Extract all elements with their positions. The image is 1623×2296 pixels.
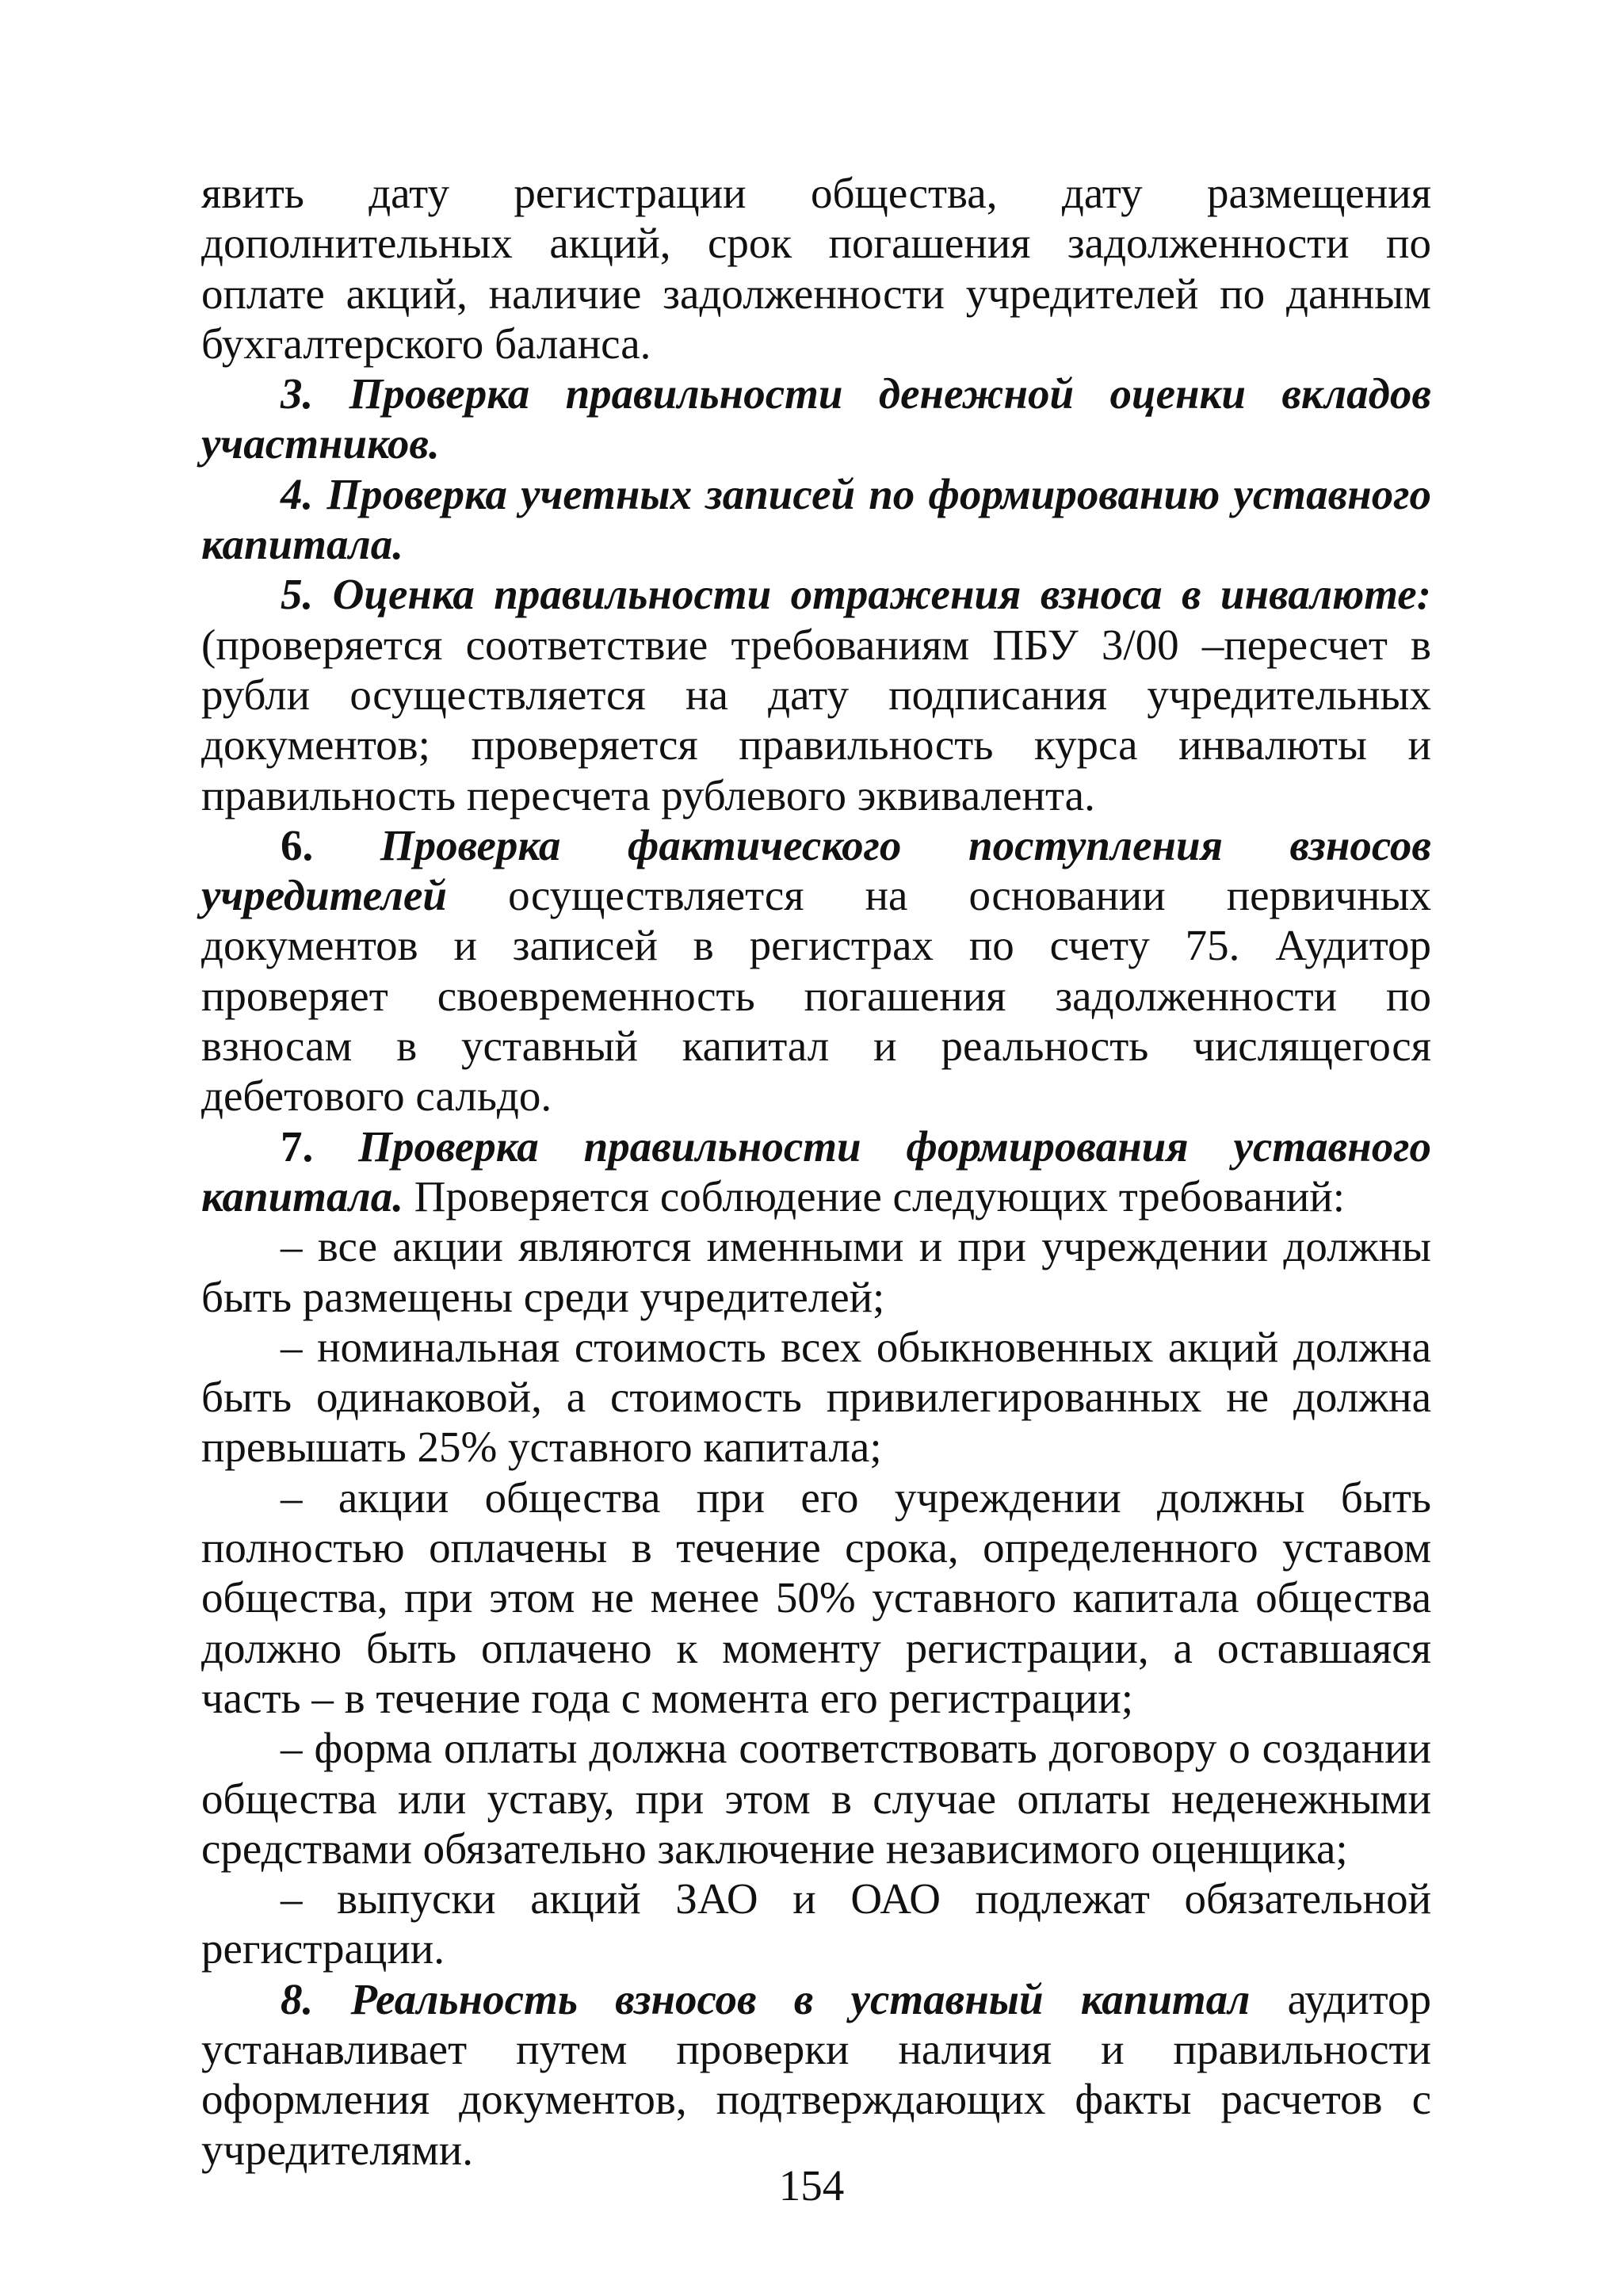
paragraph-text: осуществляется на основании первичных документов и записей в регистрах по счету 75. Аудитор проверяет своевременность погашения задолженности по взносам в уставный капитал и реальность числящегося дебетового сальдо. [201, 871, 1431, 1121]
paragraph-7 [201, 1121, 1431, 1222]
paragraph-4 [201, 469, 1431, 570]
section-heading: 4. Проверка учетных записей по формированию уставного капитала. [201, 469, 1431, 569]
paragraph-text: (проверяется соответствие требованиям ПБУ 3/00 –пересчет в рубли осуществляется на дату подписания учредительных документов; проверяется правильность курса инвалюты и правильность пересчета рублевого эквивалента. [201, 620, 1431, 819]
list-item: – выпуски акций ЗАО и ОАО подлежат обязательной регистрации. [201, 1874, 1431, 1973]
list-item: – все акции являются именными и при учреждении должны быть размещены среди учредителей; [201, 1222, 1431, 1321]
paragraph-8 [201, 1974, 1431, 2175]
list-item: – акции общества при его учреждении должны быть полностью оплачены в течение срока, определенного уставом общества, при этом не менее 50% уставного капитала общества должно быть оплачено к моменту регистрации, а оставшаяся часть – в течение года с момента его регистрации; [201, 1473, 1431, 1722]
paragraph-text: аудитор устанавливает путем проверки наличия и правильности оформления документов, подтверждающих факты расчетов с учредителями. [201, 1974, 1431, 2174]
paragraph-continuation [201, 168, 1431, 369]
paragraph-text: Проверяется соблюдение следующих требований: [403, 1171, 1346, 1221]
paragraph-6 [201, 820, 1431, 1121]
paragraph-5 [201, 569, 1431, 819]
section-heading: 8. Реальность взносов в уставный капитал [281, 1974, 1251, 2023]
section-heading: Проверка правильности формирования уставного капитала. [201, 1121, 1432, 1221]
list-item: – форма оплаты должна соответствовать договору о создании общества или уставу, при этом в случае оплаты неденежными средствами обязательно заключение независимого оценщика; [201, 1724, 1431, 1873]
paragraph-3 [201, 369, 1431, 469]
section-number: 6. [281, 820, 380, 869]
section-heading: Проверка фактического поступления взносов учредителей [201, 820, 1431, 920]
section-heading: 5. Оценка правильности отражения взноса в инвалюте: [281, 570, 1431, 619]
section-number: 7. [281, 1121, 359, 1171]
page-number: 154 [778, 2161, 845, 2210]
list-item: – номинальная стоимость всех обыкновенных акций должна быть одинаковой, а стоимость привилегированных не должна превышать 25% уставного капитала; [201, 1322, 1431, 1472]
page-text [201, 168, 1431, 2175]
paragraph-text: явить дату регистрации общества, дату размещения дополнительных акций, срок погашения задолженности по оплате акций, наличие задолженности учредителей по данным бухгалтерского баланса. [201, 169, 1431, 368]
section-heading: 3. Проверка правильности денежной оценки вкладов участников. [201, 369, 1431, 468]
